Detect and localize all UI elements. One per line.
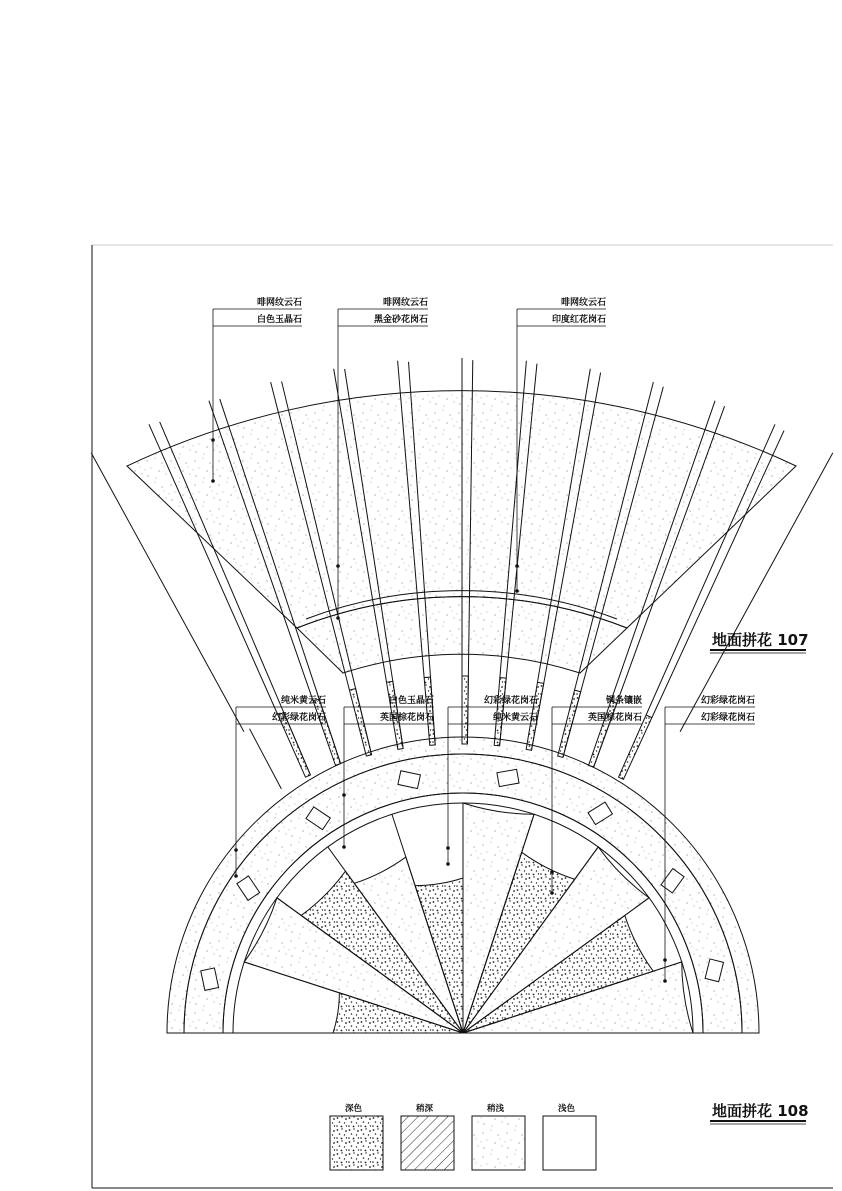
callout-label-top: 幻彩绿花岗石: [483, 696, 538, 706]
fan-inlay-strip: [424, 677, 435, 745]
fan-inlay-strip: [589, 701, 617, 767]
callout-leader-dot: [663, 979, 667, 983]
legend-label-medium-light: 稍浅: [487, 1104, 505, 1114]
legend-label-light: 浅色: [558, 1104, 576, 1114]
callout-leader-dot: [336, 564, 340, 568]
callout-leader-dot: [663, 958, 667, 962]
callout-leader-dot: [550, 870, 554, 874]
border-insert: [497, 769, 519, 786]
callout-label-top: 幻彩绿花岗石: [700, 696, 755, 706]
callout-label-bottom: 白色玉晶石: [256, 315, 302, 325]
callout-leader-dot: [446, 862, 450, 866]
legend-item-medium-dark: [401, 1103, 454, 1170]
legend-swatch-medium-light: [472, 1116, 525, 1170]
callout-label-top: 纯米黄云石: [280, 696, 326, 706]
legend-swatch-medium-dark: [401, 1116, 454, 1170]
legend-swatch-light: [543, 1116, 596, 1170]
callout-label-top: 啡网纹云石: [382, 298, 428, 308]
callout-leader-dot: [234, 848, 238, 852]
callout-label-bottom: 幻彩绿花岗石: [271, 713, 326, 723]
callout-leader-dot: [446, 846, 450, 850]
callout-leader-dot: [234, 874, 238, 878]
callout-label-top: 啡网纹云石: [256, 298, 302, 308]
callout-leader-dot: [342, 793, 346, 797]
fan-inner-joint: [250, 729, 282, 789]
callout-label-top: 白色玉晶石: [388, 696, 434, 706]
fan-inner-joint: [319, 699, 340, 764]
callout-label-bottom: 纯米黄云石: [492, 713, 538, 723]
drawing-title-107: 地面拼花 107: [712, 631, 809, 649]
callout-leader-dot: [211, 479, 215, 483]
callout-leader-dot: [515, 589, 519, 593]
legend-swatch-dark: [330, 1116, 383, 1170]
callout-leader-dot: [550, 891, 554, 895]
callout-label-bottom: 幻彩绿花岗石: [700, 713, 755, 723]
semicircle-pattern-108: [167, 737, 759, 1033]
fan-inlay-strip: [313, 699, 340, 765]
callout-label-top: 钢条镶嵌: [605, 696, 642, 706]
legend-item-dark: [330, 1103, 383, 1170]
material-legend: [330, 1103, 596, 1170]
legend-label-dark: 深色: [345, 1104, 363, 1114]
callout-label-top: 啡网纹云石: [560, 298, 606, 308]
title-108: [710, 1102, 809, 1124]
callout-label-bottom: 黑金砂花岗石: [373, 315, 428, 325]
fan-inlay-strip: [349, 689, 371, 756]
legend-item-medium-light: [472, 1103, 525, 1170]
title-107: [710, 631, 809, 653]
callout-leader-dot: [342, 845, 346, 849]
callout-label-bottom: 英国棕花岗石: [587, 713, 642, 723]
callout-leader-dot: [515, 564, 519, 568]
drawing-title-108: 地面拼花 108: [712, 1102, 809, 1120]
legend-label-medium-dark: 稍深: [416, 1104, 434, 1114]
callout-leader-dot: [336, 616, 340, 620]
callout-label-bottom: 英国棕花岗石: [379, 713, 434, 723]
callout-label-bottom: 印度红花岗石: [551, 315, 606, 325]
callout-leader-dot: [211, 438, 215, 442]
fan-inlay-strip: [619, 715, 652, 779]
legend-item-light: [543, 1103, 596, 1170]
